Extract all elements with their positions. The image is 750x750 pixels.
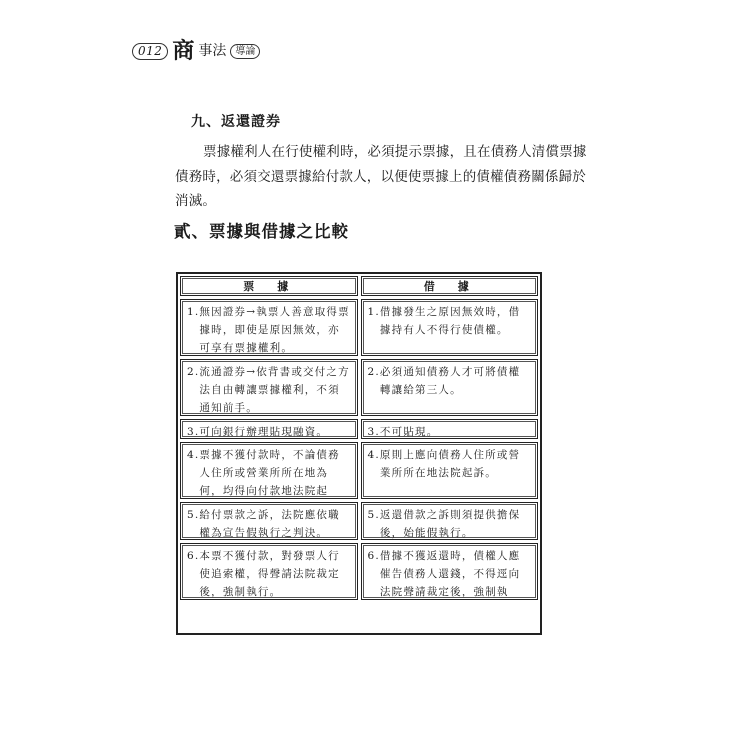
table-cell-left bbox=[180, 543, 358, 600]
section-tag: 導論 bbox=[230, 44, 260, 59]
comparison-table bbox=[176, 272, 542, 635]
item-number: 5. bbox=[367, 509, 380, 521]
item-number: 2. bbox=[367, 366, 380, 378]
section-title: 九、返還證券 bbox=[191, 114, 281, 130]
book-title-initial: 商 bbox=[172, 38, 195, 64]
page-number: 012 bbox=[132, 43, 168, 60]
comparison-heading: 貳、票據與借據之比較 bbox=[174, 222, 349, 241]
item-text: 票據不獲付款時，不論債務人住所或營業所所在地為何，均得向付款地法院起 bbox=[199, 449, 340, 497]
book-title: 事法 bbox=[198, 43, 227, 59]
table-header-left: 票 據 bbox=[180, 276, 358, 296]
paragraph-line: 消滅。 bbox=[175, 193, 217, 209]
item-text: 借據發生之原因無效時，借據持有人不得行使債權。 bbox=[379, 306, 521, 336]
item-text: 無因證券→執票人善意取得票據時，即使是原因無效，亦可享有票據權利。 bbox=[199, 306, 350, 354]
table-header-right: 借 據 bbox=[361, 276, 539, 296]
item-text: 借據不獲返還時，債權人應催告債務人還錢，不得逕向法院聲請裁定後，強制執 bbox=[379, 550, 521, 598]
item-text: 原則上應向債務人住所或營業所所在地法院起訴。 bbox=[379, 449, 521, 479]
item-text: 本票不獲付款，對發票人行使追索權，得聲請法院裁定後，強制執行。 bbox=[199, 550, 340, 598]
item-number: 4. bbox=[367, 449, 380, 461]
item-text: 不可貼現。 bbox=[379, 426, 439, 438]
item-number: 3. bbox=[367, 426, 380, 438]
item-number: 3. bbox=[187, 426, 200, 438]
table-cell-right bbox=[361, 502, 539, 540]
item-number: 4. bbox=[187, 449, 200, 461]
table-cell-left bbox=[180, 419, 358, 439]
item-number: 5. bbox=[187, 509, 200, 521]
table-cell-left bbox=[180, 299, 358, 356]
table-cell-right bbox=[361, 359, 539, 416]
item-number: 6. bbox=[187, 550, 200, 562]
item-text: 返還借款之訴則須提供擔保後，始能假執行。 bbox=[379, 509, 521, 539]
item-number: 2. bbox=[187, 366, 200, 378]
table-cell-right bbox=[361, 543, 539, 600]
table-cell-left bbox=[180, 502, 358, 540]
item-number: 6. bbox=[367, 550, 380, 562]
item-text: 給付票款之訴，法院應依職權為宣告假執行之判決。 bbox=[199, 509, 340, 539]
item-text: 可向銀行辦理貼現融資。 bbox=[199, 426, 329, 438]
item-number: 1. bbox=[187, 306, 200, 318]
table-cell-right bbox=[361, 419, 539, 439]
table-cell-right bbox=[361, 442, 539, 499]
item-text: 必須通知債務人才可將債權轉讓給第三人。 bbox=[379, 366, 521, 396]
paragraph-line: 債務時，必須交還票據給付款人，以便使票據上的債權債務關係歸於 bbox=[175, 168, 586, 185]
page-header bbox=[132, 40, 260, 62]
paragraph bbox=[175, 140, 587, 214]
paragraph-line: 票據權利人在行使權利時，必須提示票據，且在債務人清償票據 bbox=[203, 144, 587, 160]
item-text: 流通證券→依背書或交付之方法自由轉讓票據權利，不須通知前手。 bbox=[199, 366, 350, 414]
table-cell-left bbox=[180, 359, 358, 416]
table-cell-left bbox=[180, 442, 358, 499]
item-number: 1. bbox=[367, 306, 380, 318]
table-cell-right bbox=[361, 299, 539, 356]
